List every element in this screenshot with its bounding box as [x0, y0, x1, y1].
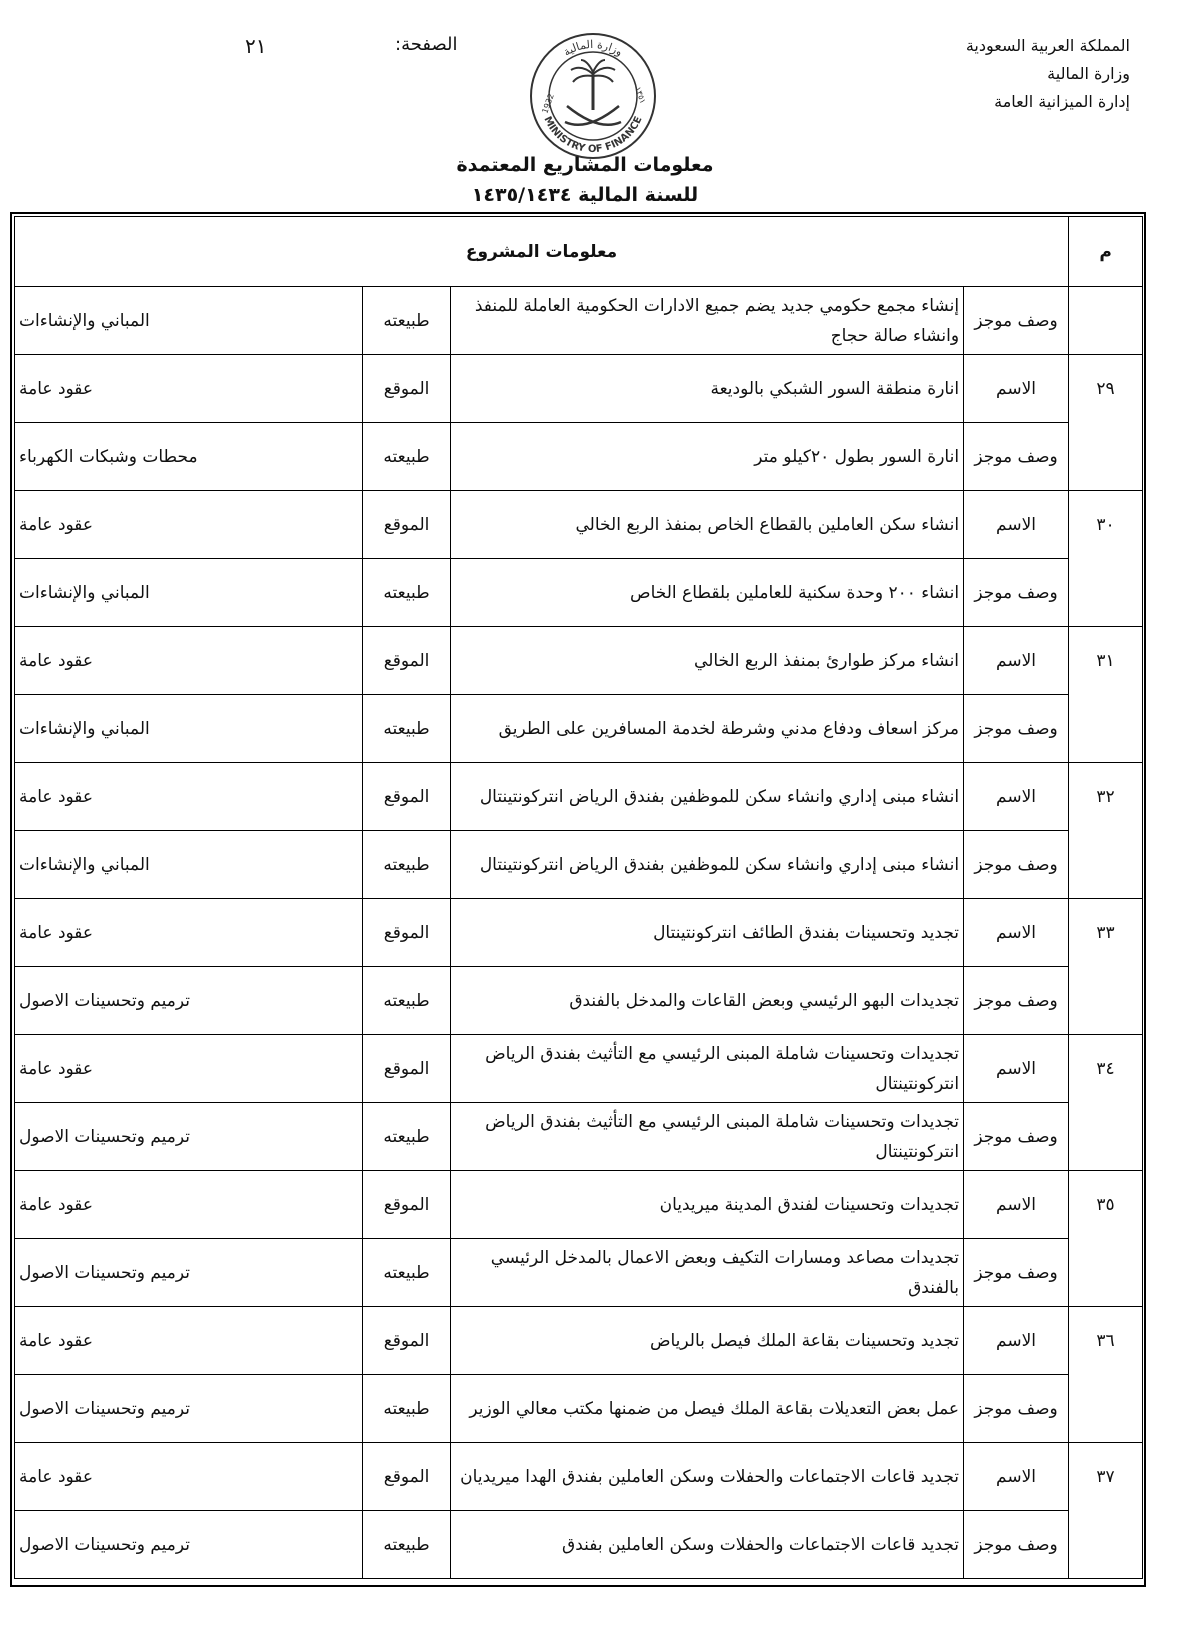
row-number-cell [1069, 1239, 1143, 1307]
field-label: وصف موجز [964, 1511, 1069, 1579]
project-description: انشاء مبنى إداري وانشاء سكن للموظفين بفندق الرياض انتركونتينتال [451, 831, 964, 899]
department-name: إدارة الميزانية العامة [994, 92, 1130, 111]
project-name: انشاء سكن العاملين بالقطاع الخاص بمنفذ الربع الخالي [451, 491, 964, 559]
project-type: محطات وشبكات الكهرباء [15, 423, 363, 491]
field-label: وصف موجز [964, 423, 1069, 491]
field-label: الموقع [363, 899, 451, 967]
table-row [15, 831, 1143, 899]
project-location: عقود عامة [15, 355, 363, 423]
project-number: ٣٧ [1069, 1443, 1143, 1511]
row-number-cell [1069, 831, 1143, 899]
field-label: الموقع [363, 491, 451, 559]
field-label: طبيعته [363, 1511, 451, 1579]
ministry-header [966, 32, 1130, 116]
field-label: الاسم [964, 1307, 1069, 1375]
table-row [15, 559, 1143, 627]
project-name: انشاء مبنى إداري وانشاء سكن للموظفين بفندق الرياض انتركونتينتال [451, 763, 964, 831]
projects-table [14, 216, 1143, 1579]
field-value: المباني والإنشاءات [15, 287, 363, 355]
table-header-row [15, 217, 1143, 287]
project-description: مركز اسعاف ودفاع مدني وشرطة لخدمة المسافرين على الطريق [451, 695, 964, 763]
field-label: طبيعته [363, 1103, 451, 1171]
table-row [15, 287, 1143, 355]
svg-text:وزارة المالية: وزارة المالية [561, 37, 626, 59]
table-row [15, 627, 1143, 695]
col-header-info: معلومات المشروع [15, 217, 1069, 287]
page-number: ٢١ [245, 34, 267, 58]
field-label: طبيعته [363, 1239, 451, 1307]
field-label: طبيعته [363, 287, 451, 355]
field-label: وصف موجز [964, 287, 1069, 355]
table-row [15, 1103, 1143, 1171]
field-label: الموقع [363, 355, 451, 423]
field-label: وصف موجز [964, 1239, 1069, 1307]
field-label: الموقع [363, 1035, 451, 1103]
project-number: ٢٩ [1069, 355, 1143, 423]
project-name: تجديد قاعات الاجتماعات والحفلات وسكن العاملين بفندق الهدا ميريديان [451, 1443, 964, 1511]
page-label: الصفحة: [395, 34, 458, 55]
table-row [15, 1035, 1143, 1103]
row-number-cell [1069, 423, 1143, 491]
table-row [15, 423, 1143, 491]
field-value: إنشاء مجمع حكومي جديد يضم جميع الادارات الحكومية العاملة للمنفذ وانشاء صالة حجاج [451, 287, 964, 355]
project-type: ترميم وتحسينات الاصول [15, 1511, 363, 1579]
project-name: انشاء مركز طوارئ بمنفذ الربع الخالي [451, 627, 964, 695]
table-row [15, 1171, 1143, 1239]
project-type: المباني والإنشاءات [15, 559, 363, 627]
project-location: عقود عامة [15, 899, 363, 967]
project-number: ٣١ [1069, 627, 1143, 695]
field-label: الاسم [964, 899, 1069, 967]
project-number: ٣٠ [1069, 491, 1143, 559]
project-type: ترميم وتحسينات الاصول [15, 1103, 363, 1171]
project-description: انشاء ٢٠٠ وحدة سكنية للعاملين بلقطاع الخاص [451, 559, 964, 627]
project-type: ترميم وتحسينات الاصول [15, 1239, 363, 1307]
project-name: تجديدات وتحسينات شاملة المبنى الرئيسي مع التأثيث بفندق الرياض انتركونتينتال [451, 1035, 964, 1103]
field-label: وصف موجز [964, 695, 1069, 763]
project-location: عقود عامة [15, 763, 363, 831]
field-label: الاسم [964, 1035, 1069, 1103]
project-description: انارة السور بطول ٢٠كيلو متر [451, 423, 964, 491]
project-name: تجديد وتحسينات بقاعة الملك فيصل بالرياض [451, 1307, 964, 1375]
svg-text:١٣٥١: ١٣٥١ [633, 85, 648, 105]
field-label: وصف موجز [964, 1375, 1069, 1443]
field-label: طبيعته [363, 967, 451, 1035]
field-label: الموقع [363, 1443, 451, 1511]
project-description: تجديدات مصاعد ومسارات التكيف وبعض الاعمال بالمدخل الرئيسي بالفندق [451, 1239, 964, 1307]
project-type: المباني والإنشاءات [15, 831, 363, 899]
row-number-cell [1069, 1103, 1143, 1171]
table-row [15, 1443, 1143, 1511]
row-number-cell [1069, 967, 1143, 1035]
field-label: الاسم [964, 1443, 1069, 1511]
field-label: الاسم [964, 355, 1069, 423]
field-label: طبيعته [363, 559, 451, 627]
svg-text:1932: 1932 [540, 92, 556, 115]
row-number-cell [1069, 695, 1143, 763]
field-label: وصف موجز [964, 831, 1069, 899]
project-number: ٣٢ [1069, 763, 1143, 831]
field-label: وصف موجز [964, 559, 1069, 627]
table-row [15, 491, 1143, 559]
project-location: عقود عامة [15, 1171, 363, 1239]
row-number-cell [1069, 1511, 1143, 1579]
document-title: معلومات المشاريع المعتمدة [456, 154, 714, 176]
project-location: عقود عامة [15, 1443, 363, 1511]
table-row [15, 899, 1143, 967]
field-label: الموقع [363, 1171, 451, 1239]
project-number: ٣٦ [1069, 1307, 1143, 1375]
ministry-name: وزارة المالية [1047, 64, 1130, 83]
table-row [15, 1239, 1143, 1307]
field-label: الاسم [964, 763, 1069, 831]
row-number-cell [1069, 1375, 1143, 1443]
project-number: ٣٤ [1069, 1035, 1143, 1103]
project-description: تجديد قاعات الاجتماعات والحفلات وسكن العاملين بفندق [451, 1511, 964, 1579]
project-description: تجديدات وتحسينات شاملة المبنى الرئيسي مع التأثيث بفندق الرياض انتركونتينتال [451, 1103, 964, 1171]
table-row [15, 695, 1143, 763]
field-label: الاسم [964, 627, 1069, 695]
project-type: ترميم وتحسينات الاصول [15, 967, 363, 1035]
svg-text:MINISTRY OF FINANCE: MINISTRY OF FINANCE [541, 114, 645, 156]
project-description: تجديدات البهو الرئيسي وبعض القاعات والمدخل بالفندق [451, 967, 964, 1035]
field-label: طبيعته [363, 831, 451, 899]
row-number-cell [1069, 559, 1143, 627]
field-label: طبيعته [363, 695, 451, 763]
field-label: الموقع [363, 627, 451, 695]
ministry-seal-logo [527, 30, 659, 162]
project-type: المباني والإنشاءات [15, 695, 363, 763]
fiscal-year-subtitle: للسنة المالية ١٤٣٥/١٤٣٤ [471, 184, 699, 206]
field-label: وصف موجز [964, 967, 1069, 1035]
country-name: المملكة العربية السعودية [965, 36, 1130, 55]
project-name: انارة منطقة السور الشبكي بالوديعة [451, 355, 964, 423]
project-name: تجديدات وتحسينات لفندق المدينة ميريديان [451, 1171, 964, 1239]
project-name: تجديد وتحسينات بفندق الطائف انتركونتينتال [451, 899, 964, 967]
project-number: ٣٥ [1069, 1171, 1143, 1239]
table-row [15, 967, 1143, 1035]
table-row [15, 1511, 1143, 1579]
col-header-number: م [1069, 217, 1143, 287]
table-row [15, 1375, 1143, 1443]
table-row [15, 763, 1143, 831]
field-label: طبيعته [363, 423, 451, 491]
project-type: ترميم وتحسينات الاصول [15, 1375, 363, 1443]
row-number-cell [1069, 287, 1143, 355]
project-location: عقود عامة [15, 491, 363, 559]
table-row [15, 355, 1143, 423]
field-label: الموقع [363, 763, 451, 831]
project-location: عقود عامة [15, 627, 363, 695]
project-number: ٣٣ [1069, 899, 1143, 967]
field-label: طبيعته [363, 1375, 451, 1443]
field-label: وصف موجز [964, 1103, 1069, 1171]
project-location: عقود عامة [15, 1307, 363, 1375]
field-label: الاسم [964, 1171, 1069, 1239]
project-location: عقود عامة [15, 1035, 363, 1103]
project-description: عمل بعض التعديلات بقاعة الملك فيصل من ضمنها مكتب معالي الوزير [451, 1375, 964, 1443]
table-row [15, 1307, 1143, 1375]
field-label: الموقع [363, 1307, 451, 1375]
field-label: الاسم [964, 491, 1069, 559]
